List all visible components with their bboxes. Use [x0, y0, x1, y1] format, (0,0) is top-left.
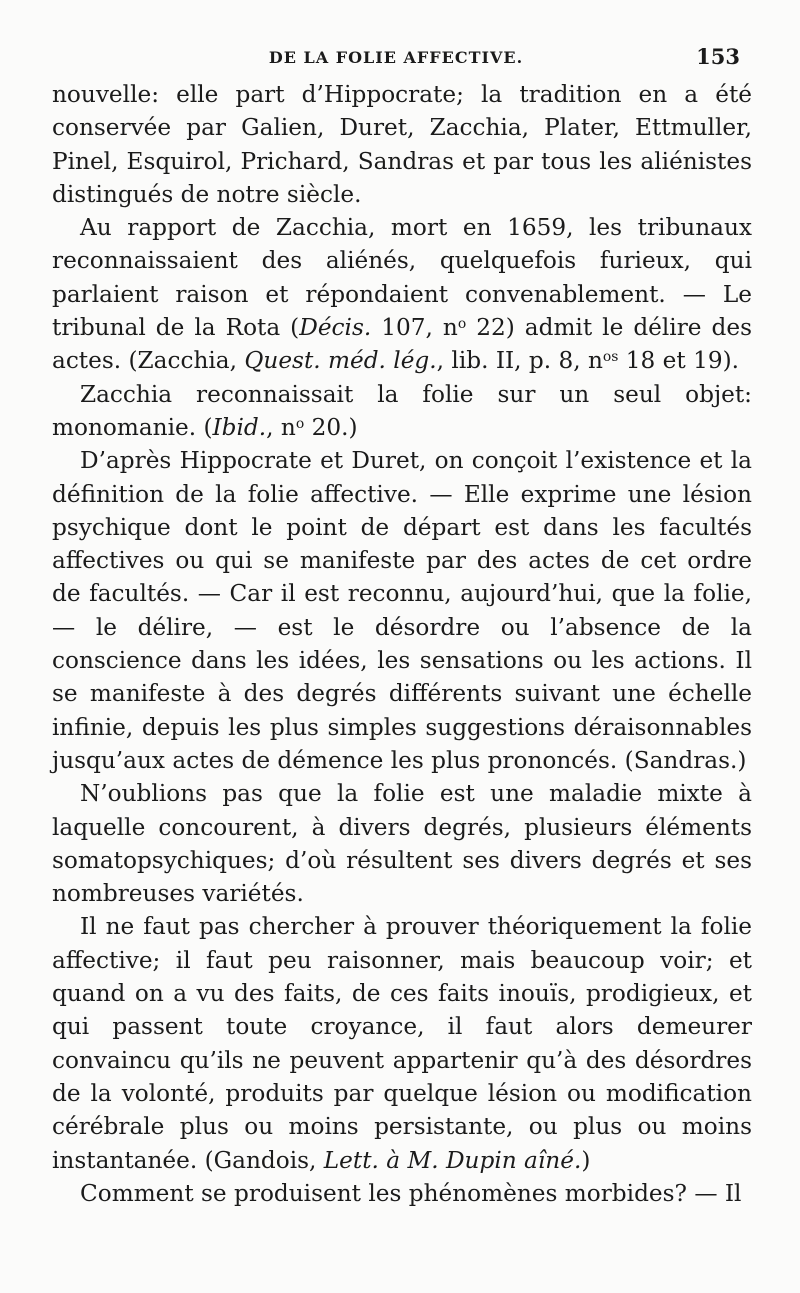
- text-segment: D’après Hippocrate et Duret, on conçoit l’existence et la définition de la folie affective. — Elle exprime une lésion psychique dont le point de départ est dans les facultés affectives ou qui se manifeste par des actes de cet ordre de facultés. — Car il est reconnu, aujourd’hui, que la folie, — le délire, — est le désordre ou l’absence de la conscience dans les idées, les sensations ou les actions. Il se manifeste à des degrés différents suivant une échelle infinie, depuis les plus simples suggestions déraisonnables jusqu’aux actes de démence les plus prononcés. (Sandras.): [52, 447, 752, 774]
- text-segment: Comment se produisent les phénomènes morbides? — Il: [80, 1179, 742, 1207]
- italic-citation: Décis.: [299, 314, 372, 342]
- text-segment: 107, n: [371, 314, 458, 342]
- page-number: 153: [696, 44, 740, 69]
- text-segment: 18 et 19).: [618, 347, 739, 375]
- paragraph-3: [52, 378, 752, 445]
- text-segment: , n: [266, 413, 296, 441]
- paragraph-4: [52, 444, 752, 777]
- paragraph-2: [52, 211, 752, 377]
- text-segment: 22) admit le délire des actes. (Zacchia,: [52, 314, 752, 375]
- text-segment: ): [581, 1146, 591, 1174]
- running-head: DE LA FOLIE AFFECTIVE.: [268, 48, 524, 67]
- text-segment: 20.): [304, 413, 358, 441]
- text-segment: Il ne faut pas chercher à prouver théoriquement la folie affective; il faut peu raisonner, mais beaucoup voir; et quand on a vu des faits, de ces faits inouïs, prodigieux, et qui passent toute croyance, il faut alors demeurer convaincu qu’ils ne peuvent appartenir qu’à des désordres de la volonté, produits par quelque lésion ou modification cérébrale plus ou moins persistante, ou plus ou moins instantanée. (Gandois,: [52, 913, 752, 1174]
- body-text: [52, 78, 752, 1210]
- paragraph-5: [52, 777, 752, 910]
- paragraph-7: [52, 1177, 752, 1210]
- italic-citation: Ibid.: [212, 413, 267, 441]
- paragraph-1: [52, 78, 752, 211]
- text-segment: nouvelle: elle part d’Hippocrate; la tradition en a été conservée par Galien, Duret, Zacchia, Plater, Ettmuller, Pinel, Esquirol, Prichard, Sandras et par tous les aliénistes distingués de notre siècle.: [52, 81, 752, 208]
- superscript: o: [295, 416, 305, 433]
- italic-citation: Quest. méd. lég.: [244, 347, 437, 375]
- text-segment: Au rapport de Zacchia, mort en 1659, les tribunaux reconnaissaient des aliénés, quelquefois furieux, qui parlaient raison et répondaient convenablement. — Le tribunal de la Rota (: [52, 214, 752, 342]
- text-segment: Zacchia reconnaissait la folie sur un seul objet: monomanie. (: [52, 380, 752, 441]
- text-segment: , lib. II, p. 8, n: [436, 347, 603, 375]
- superscript: o: [457, 316, 467, 333]
- italic-citation: Lett. à M. Dupin aîné.: [323, 1146, 582, 1174]
- text-segment: N’oublions pas que la folie est une maladie mixte à laquelle concourent, à divers degrés, plusieurs éléments somatopsychiques; d’où résultent ses divers degrés et ses nombreuses variétés.: [52, 780, 752, 908]
- page-header: [52, 44, 740, 74]
- paragraph-6: [52, 910, 752, 1176]
- superscript: os: [602, 349, 619, 366]
